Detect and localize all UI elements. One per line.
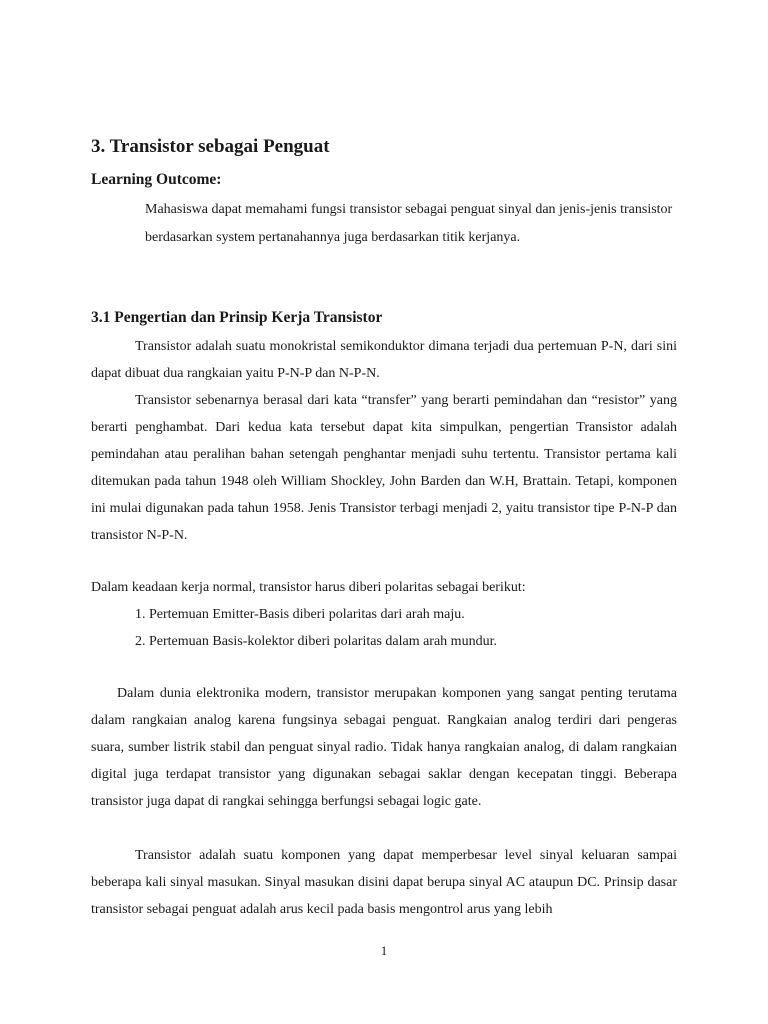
- modern-electronics-block: [91, 680, 677, 815]
- page-number: 1: [380, 943, 388, 958]
- paragraph-modern-electronics: Dalam dunia elektronika modern, transistor merupakan komponen yang sangat penting terutama dalam rangkaian analog karena fungsinya sebagai penguat. Rangkaian analog terdiri dari pengeras suara, sumber listrik stabil dan penguat sinyal radio. Tidak hanya rangkaian analog, di dalam rangkaian digital juga terdapat transistor yang digunakan sebagai saklar dengan kecepatan tinggi. Beberapa transistor juga dapat di rangkai sehingga berfungsi sebagai logic gate.: [91, 686, 677, 809]
- polarity-intro: Dalam keadaan kerja normal, transistor harus diberi polaritas sebagai berikut:: [91, 580, 526, 595]
- learning-outcome-text: Mahasiswa dapat memahami fungsi transistor sebagai penguat sinyal dan jenis-jenis transistor berdasarkan system pertanahannya juga berdasarkan titik kerjanya.: [145, 202, 673, 245]
- section-intro: [91, 333, 677, 549]
- chapter-title: 3. Transistor sebagai Penguat: [91, 136, 330, 157]
- section-title: 3.1 Pengertian dan Prinsip Kerja Transistor: [91, 309, 383, 326]
- list-item: 1. Pertemuan Emitter-Basis diberi polaritas dari arah maju.: [135, 607, 465, 622]
- polarity-block: [91, 574, 677, 655]
- paragraph-etymology: Transistor sebenarnya berasal dari kata “transfer” yang berarti pemindahan dan “resistor” yang berarti penghambat. Dari kedua kata tersebut dapat kita simpulkan, pengertian Transistor adalah pemindahan atau peralihan bahan setengah penghantar menjadi suhu tertentu. Transistor pertama kali ditemukan pada tahun 1948 oleh William Shockley, John Barden dan W.H, Brattain. Tetapi, komponen ini mulai digunakan pada tahun 1958. Jenis Transistor terbagi menjadi 2, yaitu transistor tipe P-N-P dan transistor N-P-N.: [91, 393, 677, 543]
- learning-outcome-label: Learning Outcome:: [91, 171, 222, 188]
- paragraph-amplifier: Transistor adalah suatu komponen yang dapat memperbesar level sinyal keluaran sampai beberapa kali sinyal masukan. Sinyal masukan disini dapat berupa sinyal AC ataupun DC. Prinsip dasar transistor sebagai penguat adalah arus kecil pada basis mengontrol arus yang lebih: [91, 848, 677, 917]
- paragraph-definition: Transistor adalah suatu monokristal semikonduktor dimana terjadi dua pertemuan P-N, dari sini dapat dibuat dua rangkaian yaitu P-N-P dan N-P-N.: [91, 339, 677, 381]
- amplifier-block: [91, 842, 677, 923]
- list-item: 2. Pertemuan Basis-kolektor diberi polaritas dalam arah mundur.: [135, 634, 497, 649]
